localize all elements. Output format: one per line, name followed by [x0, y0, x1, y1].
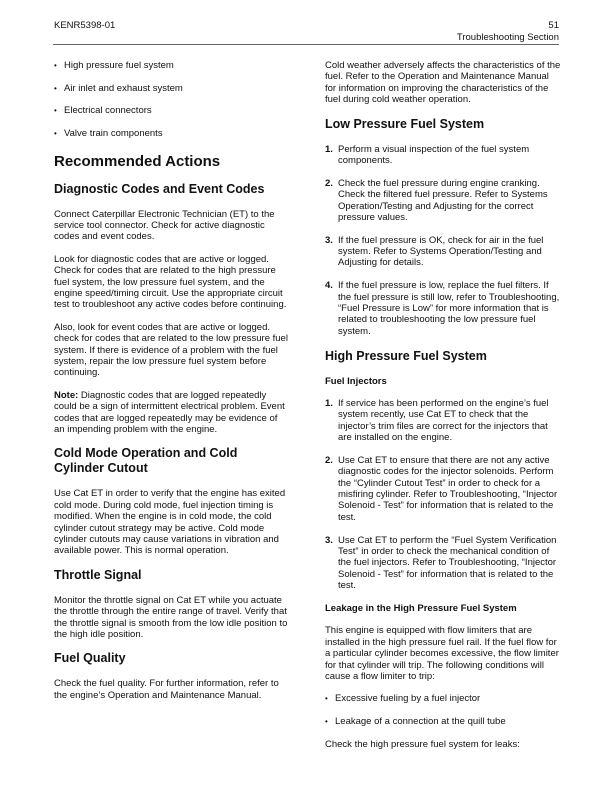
- right-column: [325, 60, 561, 761]
- step-text: If service has been performed on the engine’s fuel system recently, use Cat ET to check that the injector’s trim files are correct for the injectors that are installed on the engine.: [338, 397, 549, 444]
- step-item: [325, 398, 561, 444]
- step-number: 1.: [325, 143, 333, 155]
- header-divider: [53, 44, 559, 45]
- step-number: 2.: [325, 454, 333, 466]
- paragraph: This engine is equipped with flow limiters that are installed in the high pressure fuel rail. If the fuel flow for a particular cylinder becomes excessive, the flow limiter for that cylinder will trip. The following conditions will cause a flow limiter to trip:: [325, 625, 559, 682]
- high-pressure-heading: High Pressure Fuel System: [325, 348, 487, 363]
- list-item: • Leakage of a connection at the quill tube: [325, 716, 561, 727]
- note-text: Diagnostic codes that are logged repeatedly could be a sign of intermittent electrical problem. Event codes that are logged repeatedly may be evidence of an impending problem with the engine.: [54, 389, 285, 436]
- system-bullet-list: [54, 60, 290, 140]
- step-number: 2.: [325, 177, 333, 189]
- step-text: Use Cat ET to perform the “Fuel System Verification Test” in order to check the mechanical condition of the fuel injectors. Refer to Troubleshooting, “Injector Solenoid - Test” for information that is related to the test.: [338, 534, 557, 592]
- section-name: Troubleshooting Section: [456, 31, 559, 43]
- fuel-injectors-heading: Fuel Injectors: [325, 375, 387, 387]
- step-number: 3.: [325, 534, 333, 546]
- paragraph: Use Cat ET in order to verify that the engine has exited cold mode. During cold mode, fuel injection timing is modified. When the engine is in cold mode, the cold cylinder cutout strategy may be active. Cold mode cylinder cutouts may cause variations in vibration and available power. This is normal operation.: [54, 488, 286, 557]
- paragraph: Connect Caterpillar Electronic Technician (ET) to the service tool connector. Check for active diagnostic codes and event codes.: [54, 208, 275, 243]
- step-number: 3.: [325, 234, 333, 246]
- step-item: [325, 535, 561, 592]
- list-item: • Air inlet and exhaust system: [54, 83, 290, 94]
- paragraph: Monitor the throttle signal on Cat ET while you actuate the throttle through the entire range of travel. Verify that the throttle signal is smooth from the low idle position to the high idle position.: [54, 594, 288, 641]
- step-text: If the fuel pressure is OK, check for air in the fuel system. Refer to Systems Operation/Testing and Adjusting for details.: [338, 234, 544, 269]
- page-header-right: [457, 20, 559, 43]
- step-text: Check the fuel pressure during engine cranking. Check the filtered fuel pressure. Refer to Systems Operation/Testing and Adjusting for the correct pressure values.: [338, 177, 548, 223]
- cold-mode-heading: Cold Mode Operation and Cold Cylinder Cutout: [54, 446, 238, 476]
- step-item: [325, 235, 561, 269]
- step-text: If the fuel pressure is low, replace the fuel filters. If the fuel pressure is still low, refer to Troubleshooting, “Fuel Pressure is Low” for more information that is related to troubleshooting the low pressure fuel system.: [338, 280, 560, 337]
- fuel-injector-steps: [325, 398, 561, 592]
- left-column: [54, 60, 290, 712]
- step-text: Use Cat ET to ensure that there are not any active diagnostic codes for the injector solenoids. Perform the “Cylinder Cutout Test” in order to check for a misfiring cylinder. Refer to Troubleshooting, “Injector Solenoid - Test” for information that is related to the test.: [338, 454, 558, 523]
- list-item: • High pressure fuel system: [54, 60, 290, 71]
- flow-limiter-conditions: [325, 693, 561, 727]
- list-item: • Excessive fueling by a fuel injector: [325, 693, 561, 704]
- paragraph: Check the high pressure fuel system for leaks:: [325, 738, 520, 750]
- note-paragraph: [54, 390, 290, 436]
- paragraph: Also, look for event codes that are active or logged. check for codes that are related to the low pressure fuel system. If there is evidence of a problem with the fuel system, repair the low pressure fuel system before continuing.: [54, 321, 288, 379]
- step-item: [325, 455, 561, 523]
- low-pressure-heading: Low Pressure Fuel System: [325, 116, 485, 131]
- step-item: [325, 178, 561, 224]
- step-item: [325, 144, 561, 167]
- step-number: 4.: [325, 280, 333, 292]
- step-number: 1.: [325, 397, 333, 409]
- list-item: • Valve train components: [54, 128, 290, 139]
- step-text: Perform a visual inspection of the fuel system components.: [338, 143, 530, 167]
- fuel-quality-heading: Fuel Quality: [54, 651, 126, 666]
- step-item: [325, 280, 561, 337]
- paragraph: Check the fuel quality. For further information, refer to the engine’s Operation and Maintenance Manual.: [54, 678, 279, 701]
- paragraph: Cold weather adversely affects the characteristics of the fuel. Refer to the Operation and Maintenance Manual for information on improving the characteristics of the fuel during cold weather operation.: [325, 60, 561, 106]
- recommended-actions-heading: Recommended Actions: [54, 152, 221, 170]
- page-number: 51: [548, 20, 559, 31]
- document-id: KENR5398-01: [54, 20, 116, 31]
- leakage-heading: Leakage in the High Pressure Fuel System: [325, 602, 517, 614]
- paragraph: Look for diagnostic codes that are active or logged. Check for codes that are related to the high pressure fuel system, the low pressure fuel system, and the engine speed/timing circuit. Use the appropriate circuit test to troubleshoot any active codes before continuing.: [54, 253, 287, 311]
- low-pressure-steps: [325, 144, 561, 338]
- diagnostic-codes-heading: Diagnostic Codes and Event Codes: [54, 181, 265, 196]
- note-label: Note:: [54, 389, 79, 401]
- list-item: • Electrical connectors: [54, 105, 290, 116]
- throttle-signal-heading: Throttle Signal: [54, 567, 142, 582]
